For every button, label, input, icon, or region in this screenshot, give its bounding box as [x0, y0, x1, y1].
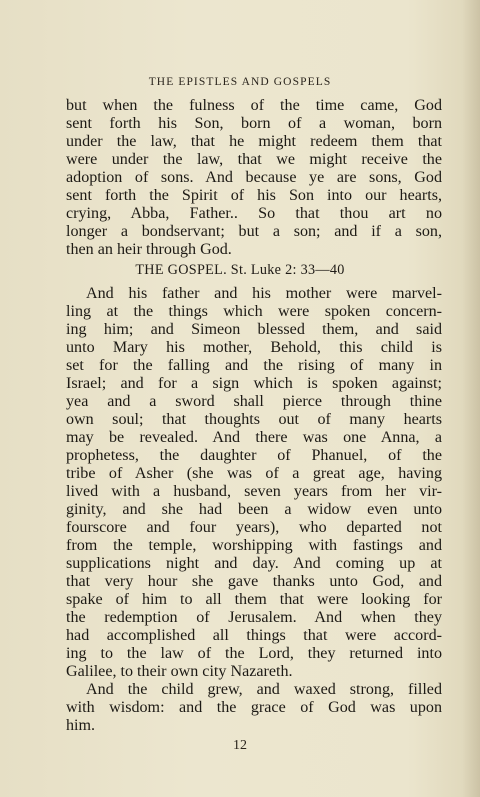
- text-line: prophetess, the daughter of Phanuel, of the: [66, 447, 442, 464]
- text-line: tribe of Asher (she was of a great age, having: [66, 465, 442, 482]
- page-number: 12: [233, 738, 247, 753]
- text-line: crying, Abba, Father.. So that thou art no: [66, 205, 442, 222]
- page-binding-shadow: [462, 0, 480, 797]
- text-line: were under the law, that we might receive the: [66, 151, 442, 168]
- gospel-heading: THE GOSPEL. St. Luke 2: 33—40: [135, 262, 345, 278]
- text-line: adoption of sons. And because ye are sons, God: [66, 169, 442, 186]
- text-line: under the law, that he might redeem them that: [66, 133, 442, 150]
- text-line: from the temple, worshipping with fastings and: [66, 537, 442, 554]
- text-line: supplications night and day. And coming up at: [66, 555, 442, 572]
- text-line: unto Mary his mother, Behold, this child is: [66, 339, 442, 356]
- text-line: longer a bondservant; but a son; and if a son,: [66, 223, 442, 240]
- text-line: And the child grew, and waxed strong, filled: [86, 681, 442, 698]
- text-line: but when the fulness of the time came, God: [66, 97, 442, 114]
- text-line: spake of him to all them that were looking for: [66, 591, 442, 608]
- text-line: own soul; that thoughts out of many hearts: [66, 411, 442, 428]
- closing-paragraph: [66, 681, 442, 735]
- text-line: Galilee, to their own city Nazareth.: [66, 663, 293, 680]
- text-line: then an heir through God.: [66, 241, 232, 258]
- text-line: may be revealed. And there was one Anna, a: [66, 429, 442, 446]
- text-line: ling at the things which were spoken concern-: [66, 303, 442, 320]
- text-line: the redemption of Jerusalem. And when they: [66, 609, 442, 626]
- gospel-passage: [66, 285, 442, 681]
- text-line: Israel; and for a sign which is spoken against;: [66, 375, 442, 392]
- text-line: sent forth his Son, born of a woman, born: [66, 115, 442, 132]
- text-line: ing to the law of the Lord, they returned into: [66, 645, 442, 662]
- text-line: set for the falling and the rising of many in: [66, 357, 442, 374]
- text-line: lived with a husband, seven years from her vir-: [66, 483, 442, 500]
- text-line: And his father and his mother were marvel-: [86, 285, 442, 302]
- text-line: yea and a sword shall pierce through thine: [66, 393, 442, 410]
- text-line: had accomplished all things that were accord-: [66, 627, 442, 644]
- text-line: ing him; and Simeon blessed them, and said: [66, 321, 442, 338]
- text-line: with wisdom: and the grace of God was upon: [66, 699, 442, 716]
- text-line: ginity, and she had been a widow even unto: [66, 501, 442, 518]
- text-line: him.: [66, 717, 96, 734]
- text-line: sent forth the Spirit of his Son into our hearts,: [66, 187, 442, 204]
- text-line: fourscore and four years), who departed not: [66, 519, 442, 536]
- epistle-passage: [66, 97, 442, 259]
- text-line: that very hour she gave thanks unto God, and: [66, 573, 442, 590]
- running-head: THE EPISTLES AND GOSPELS: [148, 76, 332, 88]
